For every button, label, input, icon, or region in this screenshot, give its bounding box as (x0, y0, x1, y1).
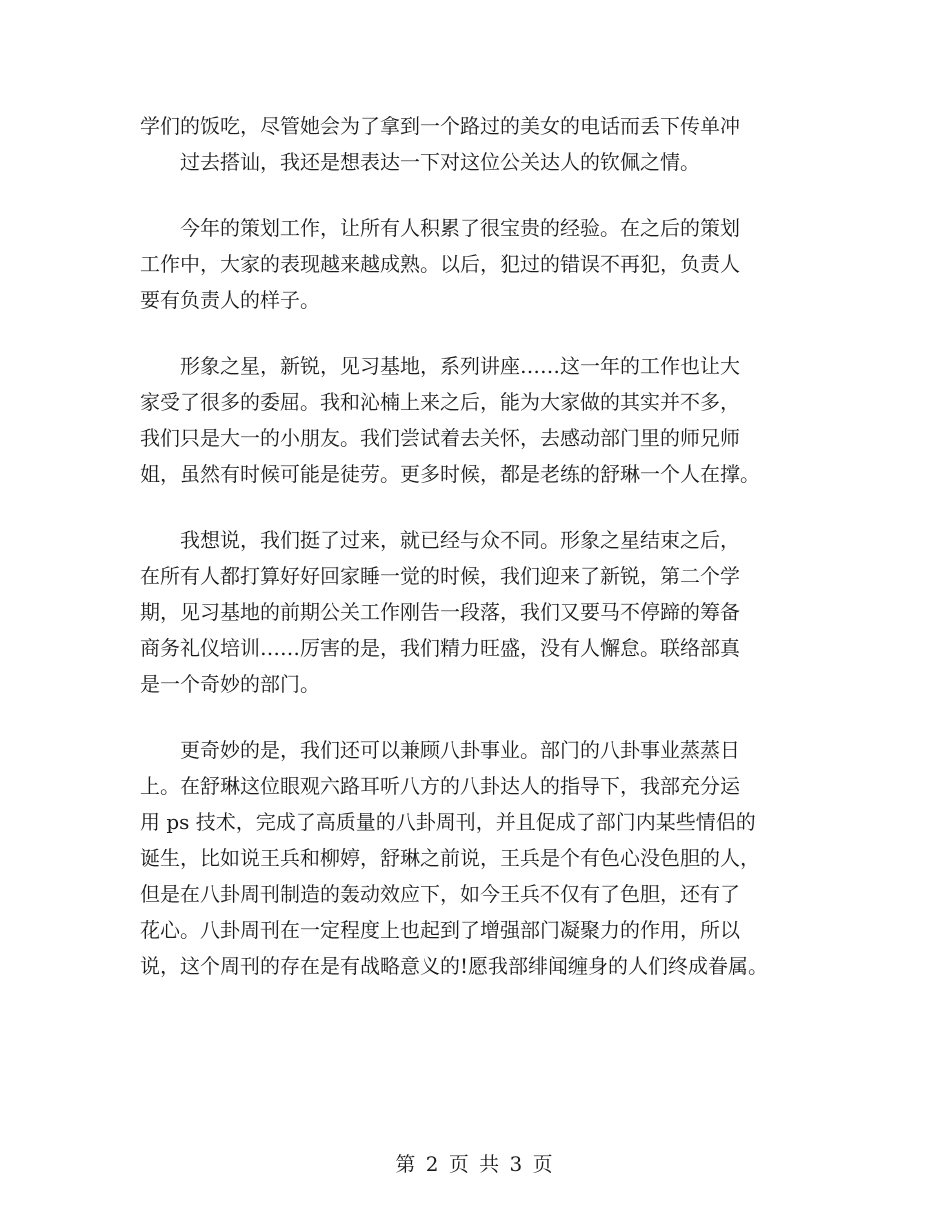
paragraph-line: 更奇妙的是，我们还可以兼顾八卦事业。部门的八卦事业蒸蒸日 (180, 738, 740, 762)
paragraph-line: 学们的饭吃，尽管她会为了拿到一个路过的美女的电话而丢下传单冲 (140, 114, 740, 138)
paragraph-5 (140, 732, 810, 984)
paragraph-line: 家受了很多的委屈。我和沁楠上来之后，能为大家做的其实并不多， (140, 390, 740, 414)
paragraph-4 (140, 522, 810, 702)
paragraph-line: 今年的策划工作，让所有人积累了很宝贵的经验。在之后的策划 (180, 216, 740, 240)
paragraph-line: 上。在舒琳这位眼观六路耳听八方的八卦达人的指导下，我部充分运 (140, 774, 740, 798)
paragraph-line: 花心。八卦周刊在一定程度上也起到了增强部门凝聚力的作用，所以 (140, 918, 740, 942)
paragraph-line: 用 ps 技术，完成了高质量的八卦周刊，并且促成了部门内某些情侣的 (140, 810, 756, 834)
paragraph-line: 我想说，我们挺了过来，就已经与众不同。形象之星结束之后， (180, 528, 740, 552)
page-footer: 第 2 页 共 3 页 (395, 1152, 555, 1176)
paragraph-line: 期，见习基地的前期公关工作刚告一段落，我们又要马不停蹄的筹备 (140, 600, 740, 624)
paragraph-line: 我们只是大一的小朋友。我们尝试着去关怀，去感动部门里的师兄师 (140, 426, 740, 450)
paragraph-2 (140, 210, 810, 318)
paragraph-3 (140, 348, 810, 492)
paragraph-line: 是一个奇妙的部门。 (140, 672, 320, 696)
paragraph-1 (140, 108, 810, 180)
paragraph-line: 诞生，比如说王兵和柳婷，舒琳之前说，王兵是个有色心没色胆的人， (140, 846, 760, 870)
paragraph-line: 姐，虽然有时候可能是徒劳。更多时候，都是老练的舒琳一个人在撑。 (140, 462, 760, 486)
paragraph-line: 在所有人都打算好好回家睡一觉的时候，我们迎来了新锐，第二个学 (140, 564, 740, 588)
paragraph-line: 说，这个周刊的存在是有战略意义的!愿我部绯闻缠身的人们终成眷属。 (140, 954, 769, 978)
paragraph-line: 形象之星，新锐，见习基地，系列讲座……这一年的工作也让大 (180, 354, 740, 378)
body-text (140, 108, 810, 1014)
paragraph-line: 商务礼仪培训……厉害的是，我们精力旺盛，没有人懈怠。联络部真 (140, 636, 740, 660)
paragraph-line: 过去搭讪，我还是想表达一下对这位公关达人的钦佩之情。 (180, 150, 700, 174)
paragraph-line: 工作中，大家的表现越来越成熟。以后，犯过的错误不再犯，负责人 (140, 252, 740, 276)
paragraph-line: 要有负责人的样子。 (140, 288, 320, 312)
paragraph-line: 但是在八卦周刊制造的轰动效应下，如今王兵不仅有了色胆，还有了 (140, 882, 740, 906)
